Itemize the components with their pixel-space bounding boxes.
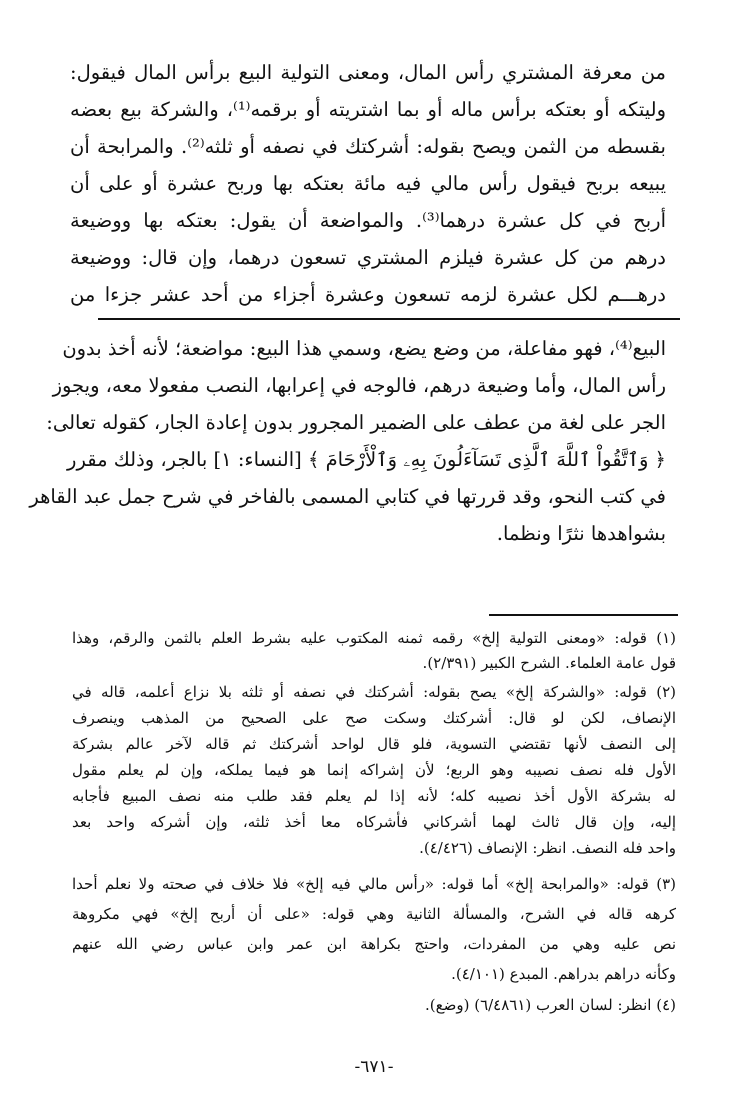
main-line: بشواهدها نثرًا ونظما. xyxy=(496,522,666,545)
main-line: وليتكه أو بعتكه برأس ماله أو بما اشتريته أو برقمه⁽¹⁾، والشركة بيع بعضه xyxy=(70,98,666,121)
main-line: رأس المال، وأما وضيعة درهم، فالوجه في إعرابها، النصب مفعولا معه، ويجوز xyxy=(52,374,666,397)
section-rule xyxy=(98,318,680,320)
footnote-line: له بشركة الأول أخذ نصيبه كله؛ لأنه إذا لم يعلم فقد طلب منه نصف المبيع فأجابه xyxy=(72,787,676,805)
footnote-line: إلى النصف لأنها تقتضي التسوية، فلو قال لواحد أشركتك ثم قاله لآخر عالم بشركة xyxy=(72,735,676,753)
footnote-line: وكأنه دراهم بدراهم. المبدع (٤/١٠١). xyxy=(451,965,676,983)
footnote-line: (٤) انظر: لسان العرب (٦/٤٨٦١) (وضع). xyxy=(425,996,676,1014)
footnote-line: (١) قوله: «ومعنى التولية إلخ» رقمه ثمنه المكتوب عليه بشرط العلم بالثمن والرقم، وهذا xyxy=(72,629,676,647)
footnote-line: الإنصاف، لكن لو قال: أشركتك وسكت صح على الصحيح من المذهب وينصرف xyxy=(72,709,676,727)
footnote-line: الأول فله نصف نصيبه وهو الربع؛ لأن إشراكه إنما هو فيما يملكه، وإن لم يعلم مقول xyxy=(72,761,676,779)
footnote-line: إليه، وإن قال ثالث لهما أشركاني فأشركاه معا أخذ ثلثه، وإن أشركه واحد بعد xyxy=(72,813,676,831)
footnote-line: نص عليه وهي من المفردات، واحتج بكراهة ابن عمر وابن عباس رضي الله عنهم xyxy=(72,935,676,953)
footnote-line: (٢) قوله: «والشركة إلخ» يصح بقوله: أشركتك في نصفه أو ثلثه بلا نزاع أعلمه، قاله في xyxy=(72,683,676,701)
quran-verse-line: ﴿ وَٱتَّقُواْ ٱللَّهَ ٱلَّذِى تَسَآءَلُونَ بِهِۦ وَٱلْأَرْحَامَ ﴾ [النساء: ١] بالجر، وذلك مقرر xyxy=(67,448,666,471)
main-line: درهم من كل عشرة فيلزم المشتري تسعون درهما، وإن قال: ووضيعة xyxy=(70,246,666,269)
footnote-line: واحد فله النصف. انظر: الإنصاف (٤/٤٢٦). xyxy=(419,839,676,857)
main-line: أربح في كل عشرة درهما⁽³⁾. والمواضعة أن يقول: بعتكه بها ووضيعة xyxy=(70,209,666,232)
footnote-line: كرهه قاله في الشرح، والمسألة الثانية وهي قوله: «على أن أربح إلخ» فهي مكروهة xyxy=(72,905,676,923)
main-line: الجر على لغة من عطف على الضمير المجرور بدون إعادة الجار، كقوله تعالى: xyxy=(46,411,666,434)
main-line: من معرفة المشتري رأس المال، ومعنى التولية البيع برأس المال فيقول: xyxy=(70,61,666,84)
footnote-separator xyxy=(489,614,678,616)
main-line: بقسطه من الثمن ويصح بقوله: أشركتك في نصفه أو ثلثه⁽²⁾. والمرابحة أن xyxy=(70,135,666,158)
main-line: يبيعه بربح فيقول رأس مالي فيه مائة بعتكه بها وربح عشرة أو على أن xyxy=(70,172,666,195)
footnote-line: قول عامة العلماء. الشرح الكبير (٢/٣٩١). xyxy=(422,654,676,672)
main-line: درهـــم لكل عشرة لزمه تسعون وعشرة أجزاء من أحد عشر جزءا من xyxy=(70,283,666,306)
main-line: البيع⁽⁴⁾، فهو مفاعلة، من وضع يضع، وسمي هذا البيع: مواضعة؛ لأنه أخذ بدون xyxy=(62,337,666,360)
footnote-line: (٣) قوله: «والمرابحة إلخ» أما قوله: «رأس مالي فيه إلخ» فلا خلاف في صحته ولا نعلم أحدا xyxy=(72,875,676,893)
page-number: -٦٧١- xyxy=(354,1057,394,1077)
main-line: في كتب النحو، وقد قررتها في كتابي المسمى بالفاخر في شرح جمل عبد القاهر xyxy=(29,485,666,508)
